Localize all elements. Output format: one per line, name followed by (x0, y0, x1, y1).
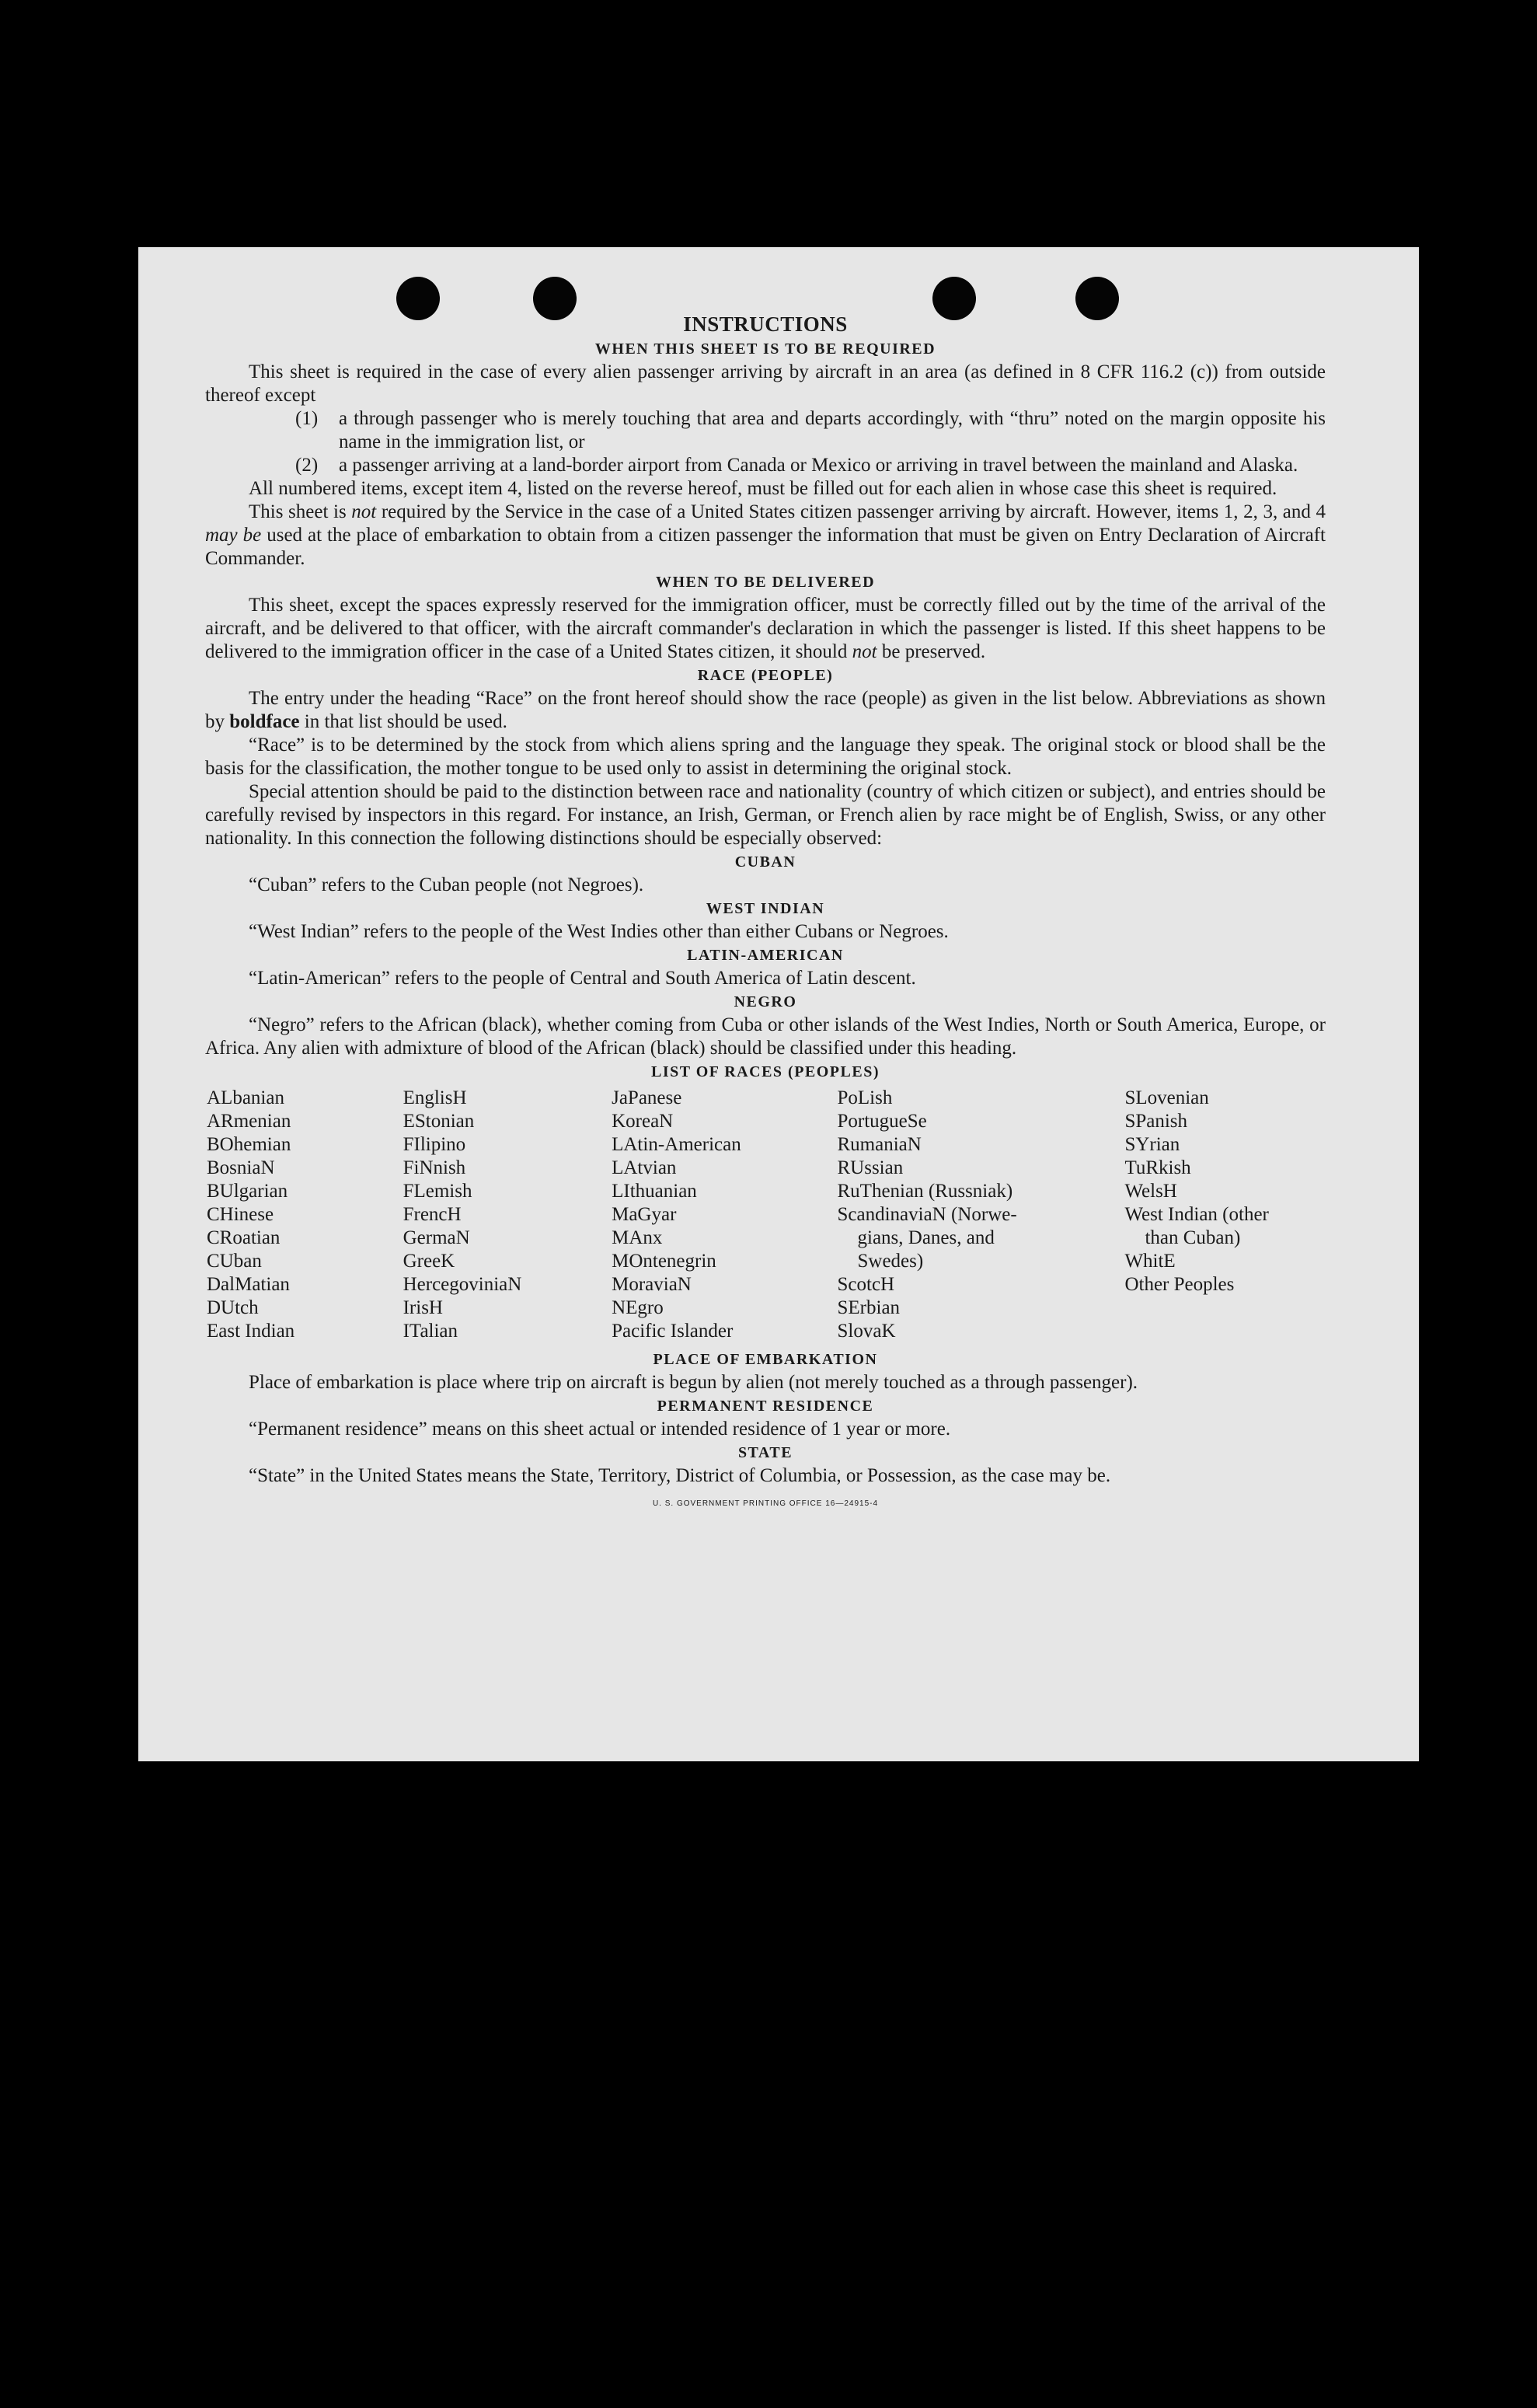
race-entry: MoraviaN (612, 1274, 692, 1295)
item-number: (1) (295, 408, 319, 429)
heading-permanent-residence: PERMANENT RESIDENCE (657, 1398, 874, 1415)
heading-list-of-races: LIST OF RACES (PEOPLES) (650, 1063, 880, 1080)
race-entry: Other Peoples (1124, 1274, 1235, 1295)
race-entry: LAtvian (612, 1157, 677, 1178)
paragraph: “Race” is to be determined by the stock from which aliens spring and the language they speak. The original stock or blood shall be the basis for the classification, the mother tongue to be used only to assist in determining the original stock. (205, 735, 1326, 779)
race-entry: WhitE (1124, 1251, 1176, 1272)
paragraph: “Negro” refers to the African (black), whether coming from Cuba or other islands of the West Indies, North or South America, Europe, or Africa. Any alien with admixture of blood of the African (black) should be classified under this heading. (205, 1014, 1326, 1059)
paragraph: Special attention should be paid to the distinction between race and nationality (country of which citizen or subject), and entries should be carefully revised by inspectors in this regard. For instance, an Irish, German, or French alien by race might be of English, Swiss, or any other nationality. In this connection the following distinctions should be especially observed: (205, 781, 1326, 849)
race-entry: gians, Danes, and (857, 1227, 995, 1248)
heading-latin-american: LATIN-AMERICAN (687, 947, 844, 964)
race-entry: East Indian (207, 1321, 295, 1342)
race-entry: West Indian (other (1124, 1204, 1269, 1225)
item-text: a through passenger who is merely touching that area and departs accordingly, with “thru” noted on the margin opposite his name in the immigration list, or (339, 408, 1326, 452)
heading-west-indian: WEST INDIAN (706, 900, 825, 917)
races-list (207, 1087, 1326, 1343)
race-entry: Pacific Islander (612, 1321, 734, 1342)
race-entry: FrencH (403, 1204, 462, 1225)
race-entry: TuRkish (1124, 1157, 1191, 1178)
race-entry: DalMatian (207, 1274, 290, 1295)
list-item (295, 454, 1326, 477)
race-entry: Swedes) (857, 1251, 924, 1272)
item-text: a passenger arriving at a land-border airport from Canada or Mexico or arriving in travel between the mainland and Alaska. (339, 455, 1298, 476)
paragraph: The entry under the heading “Race” on the front hereof should show the race (people) as given in the list below. Abbreviations as shown by boldface in that list should be used. (205, 688, 1326, 732)
race-entry: LIthuanian (612, 1181, 697, 1202)
race-entry: BUlgarian (207, 1181, 288, 1202)
race-entry: RumaniaN (837, 1134, 922, 1155)
race-entry: HercegoviniaN (403, 1274, 522, 1295)
item-number: (2) (295, 455, 319, 476)
race-entry: RuThenian (Russniak) (837, 1181, 1013, 1202)
paragraph: “Latin-American” refers to the people of Central and South America of Latin descent. (249, 968, 916, 989)
paragraph: Place of embarkation is place where trip on aircraft is begun by alien (not merely touched as a through passenger). (249, 1372, 1138, 1393)
paragraph: This sheet, except the spaces expressly reserved for the immigration officer, must be correctly filled out by the time of the arrival of the aircraft, and be delivered to that officer, with the aircraft commander's declaration in which the passenger is listed. If this sheet happens to be delivered to the immigration officer in the case of a United States citizen, it should not be preserved. (205, 595, 1326, 662)
paragraph: “Cuban” refers to the Cuban people (not Negroes). (249, 874, 644, 895)
document-title: INSTRUCTIONS (683, 312, 848, 336)
race-entry: EnglisH (403, 1087, 467, 1108)
races-column (838, 1087, 1125, 1343)
race-entry: SPanish (1124, 1111, 1188, 1132)
race-entry: ScotcH (837, 1274, 895, 1295)
race-entry: SLovenian (1124, 1087, 1209, 1108)
race-entry: PoLish (837, 1087, 893, 1108)
race-entry: SErbian (837, 1297, 901, 1318)
race-entry: FLemish (403, 1181, 472, 1202)
heading-required: WHEN THIS SHEET IS TO BE REQUIRED (594, 340, 936, 358)
race-entry: FiNnish (403, 1157, 466, 1178)
race-entry: KoreaN (612, 1111, 674, 1132)
race-entry: DUtch (207, 1297, 259, 1318)
heading-race: RACE (PEOPLE) (697, 667, 834, 684)
heading-state: STATE (737, 1444, 793, 1461)
race-entry: MOntenegrin (612, 1251, 716, 1272)
race-entry: SlovaK (837, 1321, 896, 1342)
list-item (295, 407, 1326, 454)
heading-delivered: WHEN TO BE DELIVERED (655, 574, 876, 591)
race-entry: IrisH (403, 1297, 443, 1318)
paragraph: This sheet is required in the case of every alien passenger arriving by aircraft in an area (as defined in 8 CFR 116.2 (c)) from outside thereof except (205, 361, 1326, 406)
heading-embarkation: PLACE OF EMBARKATION (653, 1351, 878, 1368)
paragraph: “West Indian” refers to the people of the West Indies other than either Cubans or Negroes. (249, 921, 949, 942)
document-sheet (138, 247, 1419, 1761)
race-entry: PortugueSe (837, 1111, 927, 1132)
race-entry: ALbanian (207, 1087, 284, 1108)
heading-cuban: CUBAN (734, 853, 796, 871)
races-column (612, 1087, 837, 1343)
race-entry: EStonian (403, 1111, 475, 1132)
printer-imprint: U. S. GOVERNMENT PRINTING OFFICE 16—24915-4 (652, 1499, 879, 1508)
race-entry: than Cuban) (1145, 1227, 1241, 1248)
race-entry: ARmenian (207, 1111, 291, 1132)
race-entry: MaGyar (612, 1204, 677, 1225)
race-entry: BosniaN (207, 1157, 275, 1178)
race-entry: ScandinaviaN (Norwe- (837, 1204, 1017, 1225)
paragraph: “State” in the United States means the State, Territory, District of Columbia, or Possession, as the case may be. (249, 1465, 1111, 1486)
races-column (403, 1087, 612, 1343)
race-entry: GreeK (403, 1251, 455, 1272)
race-entry: JaPanese (612, 1087, 682, 1108)
race-entry: RUssian (837, 1157, 904, 1178)
race-entry: BOhemian (207, 1134, 291, 1155)
paragraph: All numbered items, except item 4, listed on the reverse hereof, must be filled out for each alien in whose case this sheet is required. (249, 478, 1277, 499)
race-entry: FIlipino (403, 1134, 466, 1155)
race-entry: MAnx (612, 1227, 663, 1248)
races-column (1124, 1087, 1326, 1343)
races-column (207, 1087, 403, 1343)
race-entry: CHinese (207, 1204, 274, 1225)
race-entry: WelsH (1124, 1181, 1177, 1202)
race-entry: CRoatian (207, 1227, 281, 1248)
heading-negro: NEGRO (734, 993, 797, 1010)
race-entry: CUban (207, 1251, 262, 1272)
race-entry: NEgro (612, 1297, 664, 1318)
paragraph: This sheet is not required by the Service in the case of a United States citizen passenger arriving by aircraft. However, items 1, 2, 3, and 4 may be used at the place of embarkation to obtain from a citizen passenger the information that must be given on Entry Declaration of Aircraft Commander. (205, 501, 1326, 569)
instructions-content (205, 311, 1326, 1516)
race-entry: LAtin-American (612, 1134, 741, 1155)
race-entry: ITalian (403, 1321, 458, 1342)
race-entry: SYrian (1124, 1134, 1180, 1155)
paragraph: “Permanent residence” means on this sheet actual or intended residence of 1 year or more. (249, 1419, 951, 1440)
race-entry: GermaN (403, 1227, 470, 1248)
